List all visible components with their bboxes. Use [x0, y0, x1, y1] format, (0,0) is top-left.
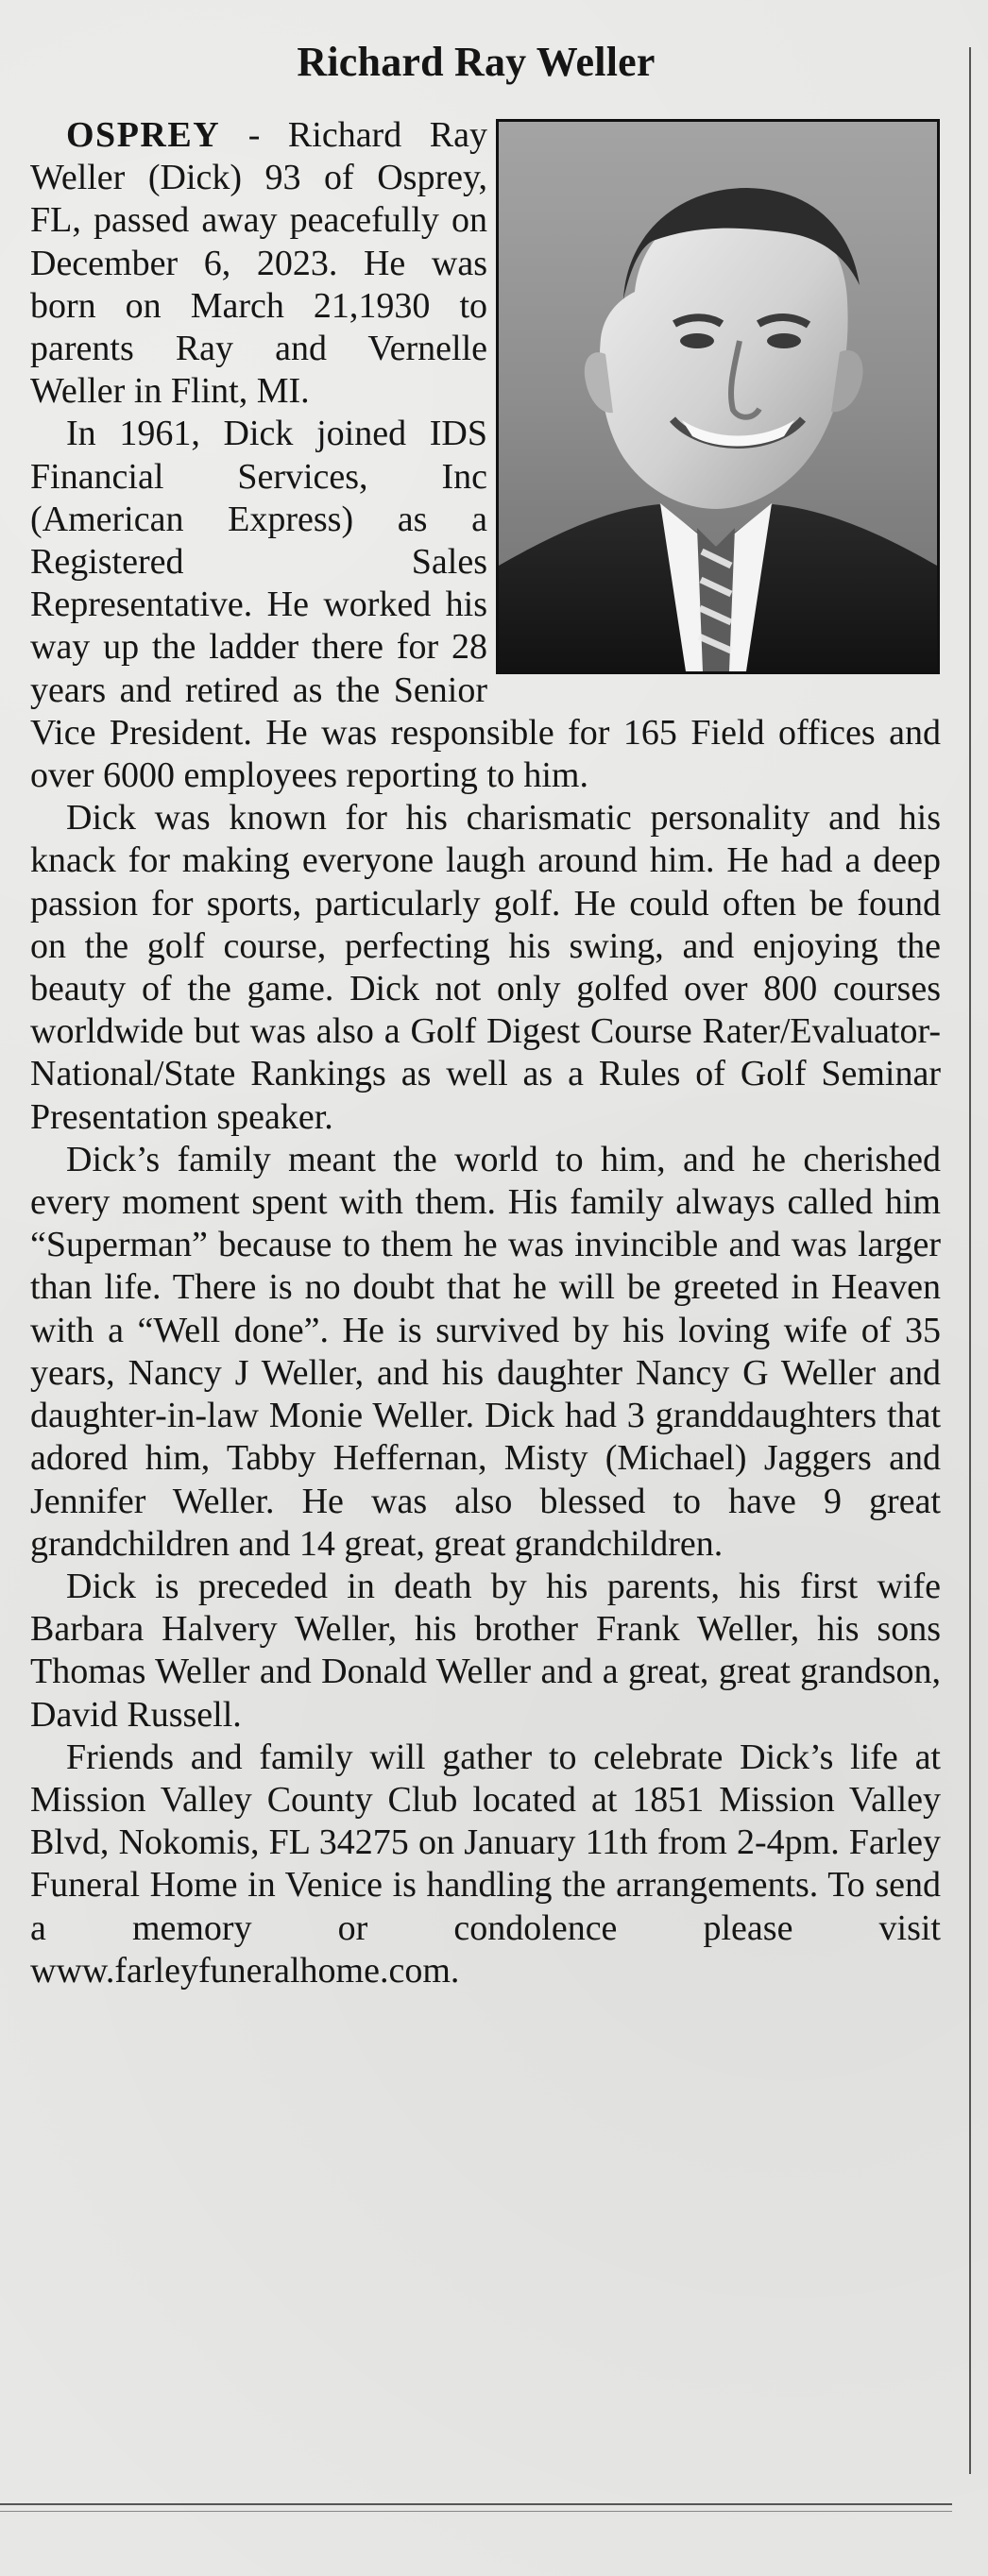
bottom-rule — [0, 2503, 952, 2505]
obituary-body — [30, 114, 941, 1992]
paragraph-2: In 1961, Dick joined IDS Financial Services, Inc (American Express) as a Registered Sales Representative. He worked his way up the ladder there for 28 years and retired as the Senior Vice President. He was responsible for 165 Field offices and over 6000 employees reporting to him. — [30, 414, 941, 796]
paragraph-6: Friends and family will gather to celebrate Dick’s life at Mission Valley County Club located at 1851 Mission Valley Blvd, Nokomis, FL 34275 on January 11th from 2-4pm. Farley Funeral Home in Venice is handling the arrangements. To send a memory or condolence please visit www.farleyfuneralhome.com. — [30, 1737, 941, 1991]
paragraph-5: Dick is preceded in death by his parents, his first wife Barbara Halvery Weller, his brother Frank Weller, his sons Thomas Weller and Donald Weller and a great, great grandson, David Russell. — [30, 1566, 941, 1735]
lead-location: OSPREY — [66, 115, 221, 155]
photo-spacer — [487, 114, 941, 679]
bottom-rule-secondary — [0, 2511, 952, 2512]
column-rule — [969, 47, 971, 2474]
paragraph-3: Dick was known for his charismatic personality and his knack for making everyone laugh around him. He had a deep passion for sports, particularly golf. He could often be found on the golf course, perfecting his swing, and enjoying the beauty of the game. Dick not only golfed over 800 courses worldwide but was also a Golf Digest Course Rater/Evaluator-National/State Rankings as well as a Rules of Golf Seminar Presentation speaker. — [30, 798, 941, 1137]
paragraph-1-text: Richard Ray Weller (Dick) 93 of Osprey, FL, passed away peacefully on December 6, 2023. He was born on March 21,1930 to parents Ray and Vernelle Weller in Flint, MI. — [30, 115, 487, 412]
obituary-title: Richard Ray Weller — [297, 39, 656, 85]
paragraph-4: Dick’s family meant the world to him, and he cherished every moment spent with them. His family always called him “Superman” because to them he was invincible and was larger than life. There is no doubt that he will be greeted in Heaven with a “Well done”. He is survived by his loving wife of 35 years, Nancy J Weller, and his daughter Nancy G Weller and daughter-in-law Monie Weller. Dick had 3 granddaughters that adored him, Tabby Heffernan, Misty (Michael) Jaggers and Jennifer Weller. He was also blessed to have 9 great grandchildren and 14 great, great grandchildren. — [30, 1139, 941, 1564]
lead-dash: - — [220, 115, 288, 155]
